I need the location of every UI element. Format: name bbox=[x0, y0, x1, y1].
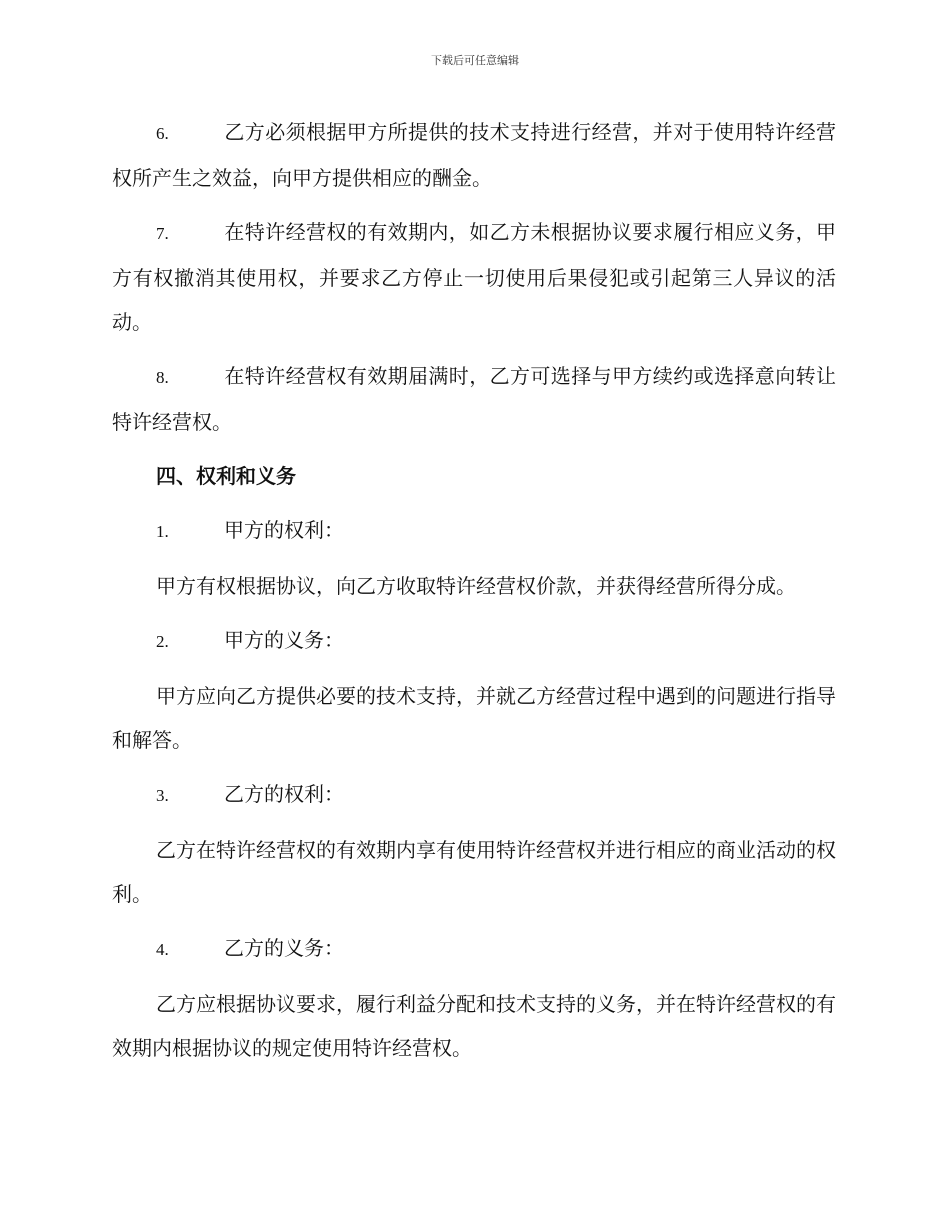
header-text: 下载后可任意编辑 bbox=[431, 54, 519, 67]
item-label-3 bbox=[112, 772, 836, 818]
clause-6 bbox=[112, 110, 836, 200]
clause-number: 7. bbox=[156, 224, 169, 243]
item-body-4: 乙方应根据协议要求，履行利益分配和技术支持的义务，并在特许经营权的有效期内根据协议的规定使用特许经营权。 bbox=[112, 992, 836, 1060]
clause-text: 在特许经营权有效期届满时，乙方可选择与甲方续约或选择意向转让特许经营权。 bbox=[112, 364, 836, 434]
clause-7 bbox=[112, 210, 836, 344]
item-label: 甲方的义务： bbox=[224, 628, 344, 652]
item-number: 1. bbox=[156, 522, 169, 541]
clause-number: 8. bbox=[156, 368, 169, 387]
item-body-1: 甲方有权根据协议，向乙方收取特许经营权价款，并获得经营所得分成。 bbox=[156, 574, 796, 598]
page-header bbox=[0, 54, 950, 68]
clause-8 bbox=[112, 354, 836, 444]
item-label: 乙方的权利： bbox=[224, 782, 344, 806]
item-number: 4. bbox=[156, 940, 169, 959]
item-number: 3. bbox=[156, 786, 169, 805]
item-body-2: 甲方应向乙方提供必要的技术支持，并就乙方经营过程中遇到的问题进行指导和解答。 bbox=[112, 684, 836, 752]
item-label: 乙方的义务： bbox=[224, 936, 344, 960]
document-body bbox=[112, 110, 836, 1080]
item-body-3: 乙方在特许经营权的有效期内享有使用特许经营权并进行相应的商业活动的权利。 bbox=[112, 838, 836, 906]
clause-text: 乙方必须根据甲方所提供的技术支持进行经营，并对于使用特许经营权所产生之效益，向甲方提供相应的酬金。 bbox=[112, 120, 836, 190]
clause-number: 6. bbox=[156, 124, 169, 143]
section-title: 四、权利和义务 bbox=[156, 464, 296, 488]
item-label: 甲方的权利： bbox=[224, 518, 344, 542]
clause-text: 在特许经营权的有效期内，如乙方未根据协议要求履行相应义务，甲方有权撤消其使用权，并要求乙方停止一切使用后果侵犯或引起第三人异议的活动。 bbox=[112, 220, 836, 334]
item-label-4 bbox=[112, 926, 836, 972]
item-label-2 bbox=[112, 618, 836, 664]
item-number: 2. bbox=[156, 632, 169, 651]
item-label-1 bbox=[112, 508, 836, 554]
